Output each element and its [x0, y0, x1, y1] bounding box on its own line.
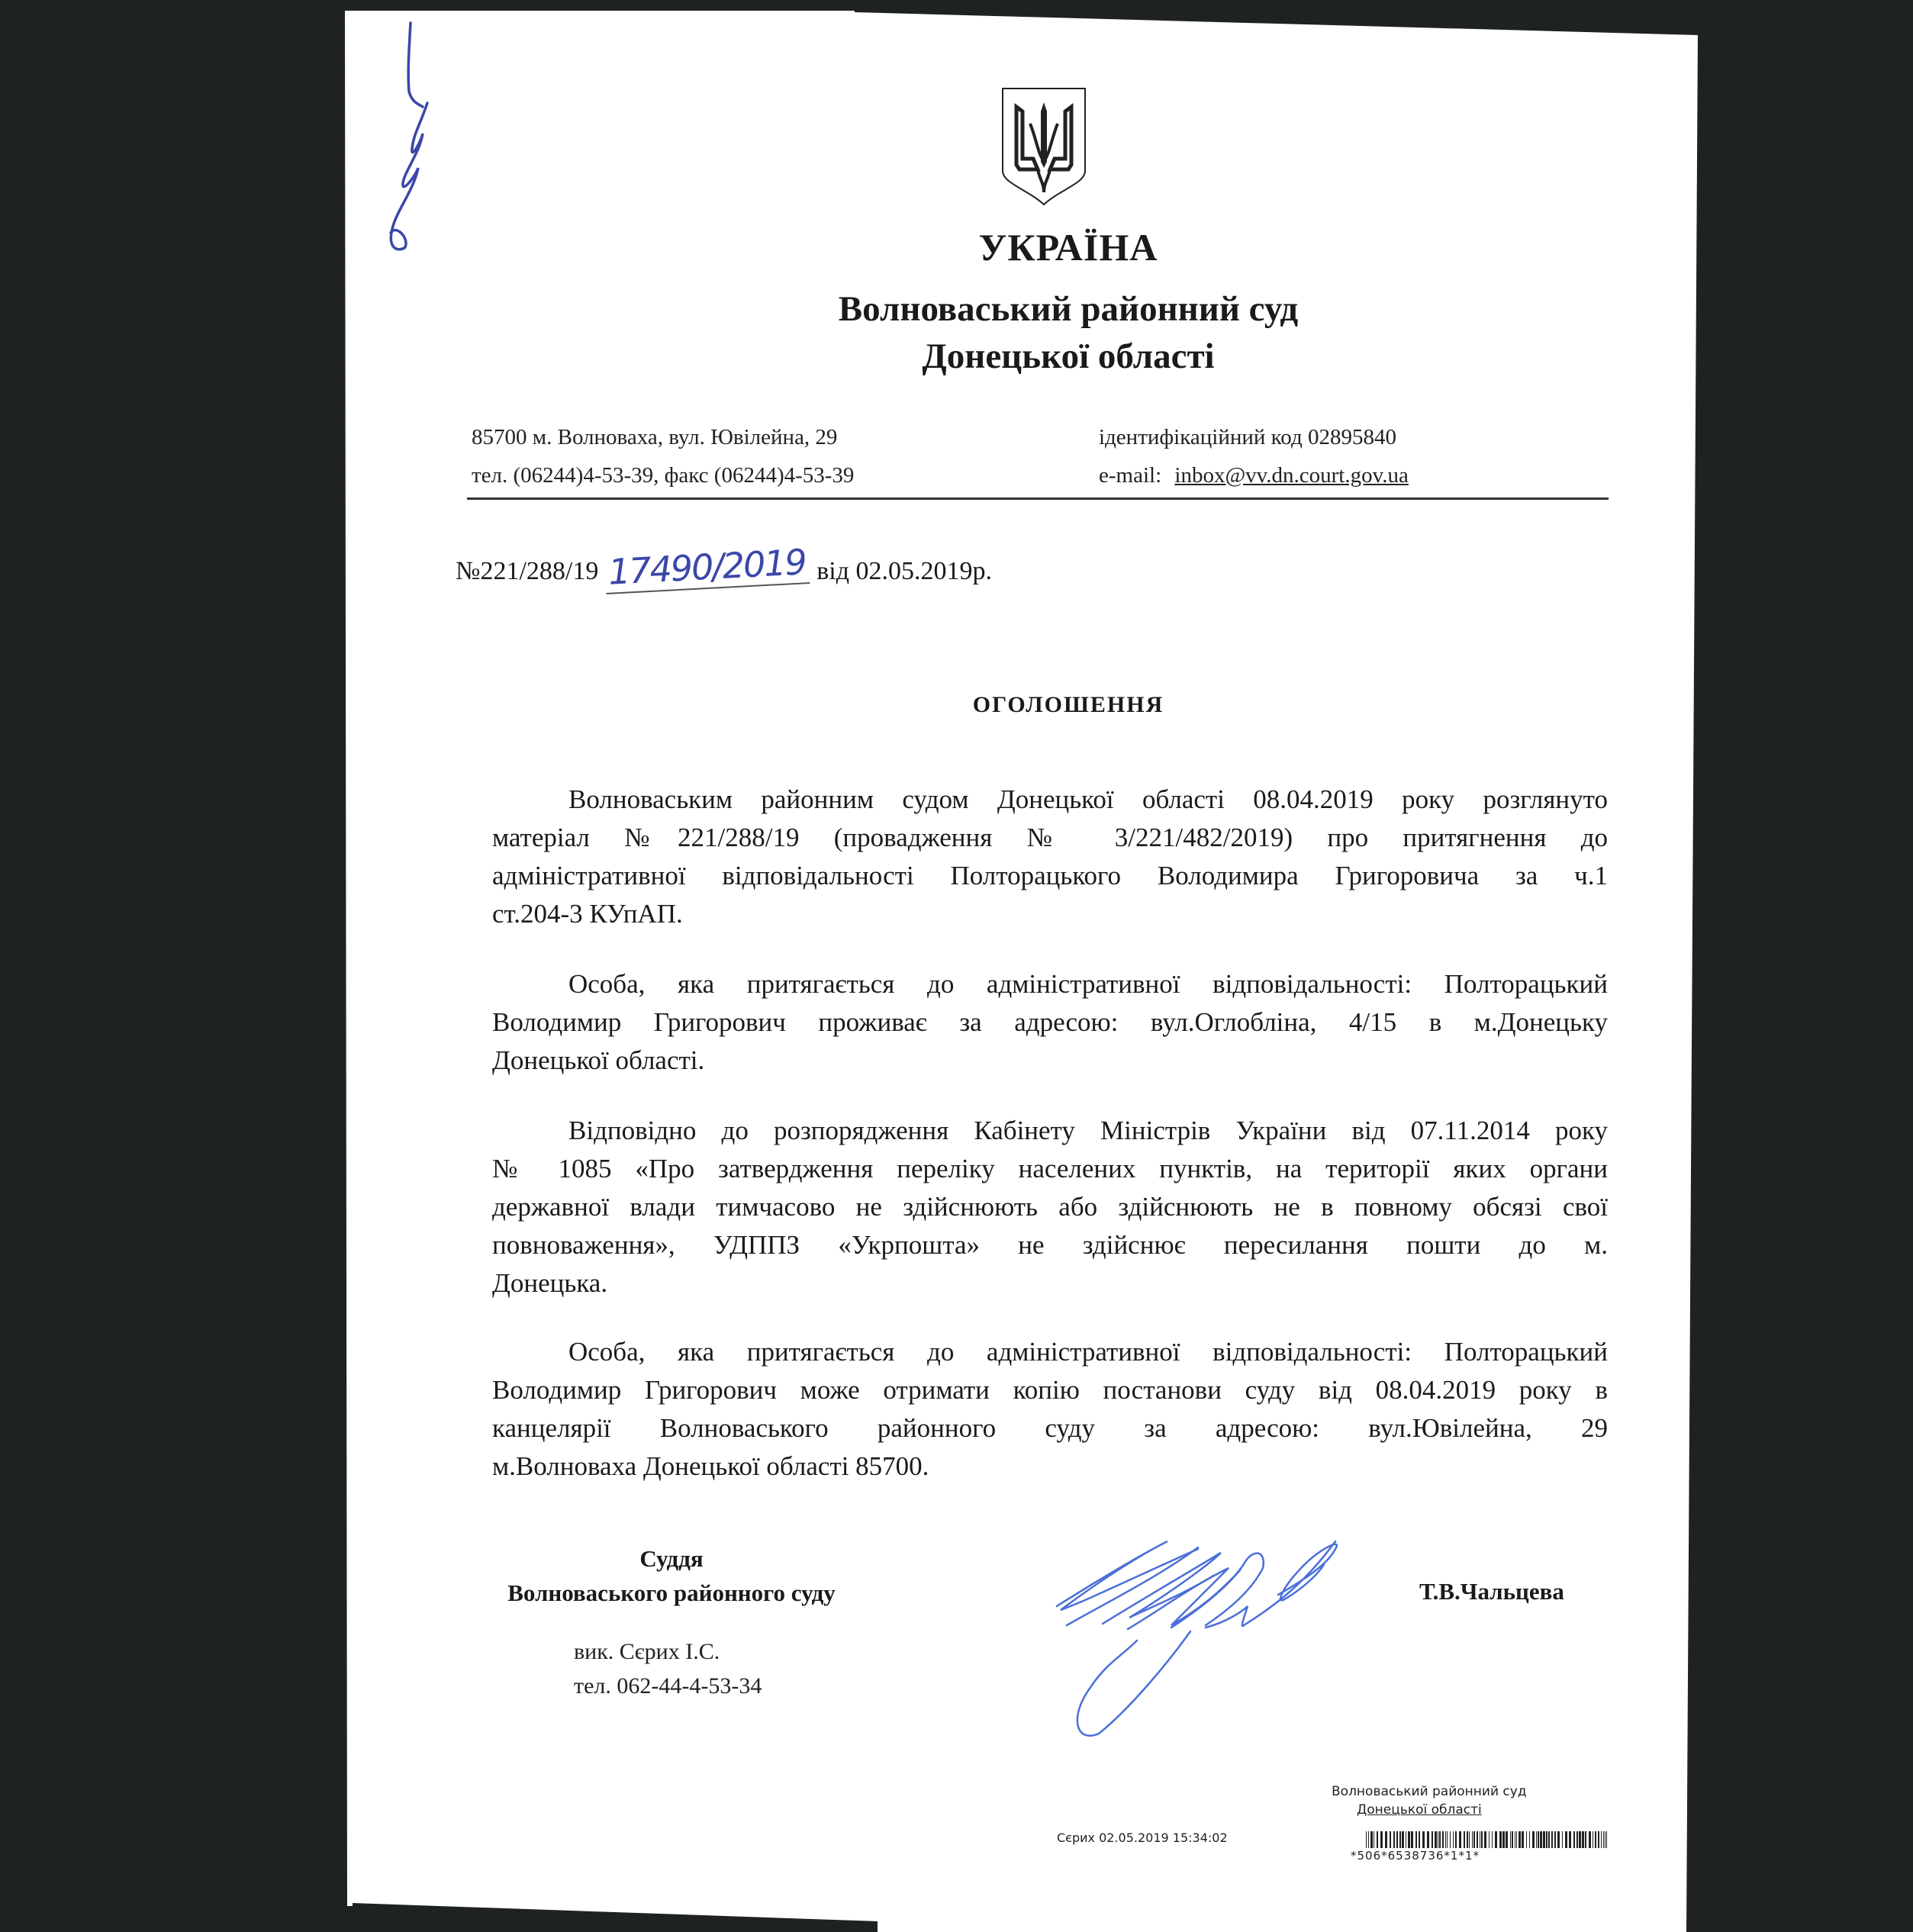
paragraph-line: № 1085 «Про затвердження переліку населених пунктів, на території яких органи: [492, 1154, 1608, 1183]
paragraph-line: канцелярії Волноваського районного суду за адресою: вул.Ювілейна, 29: [492, 1413, 1608, 1443]
barcode-bar: [1464, 1831, 1465, 1848]
barcode-bar: [1380, 1831, 1383, 1848]
barcode-bar: [1447, 1831, 1448, 1848]
paragraph-line: Володимир Григорович може отримати копію постанови суду від 08.04.2019 року в: [492, 1375, 1608, 1405]
barcode-bar: [1402, 1831, 1404, 1848]
barcode-bar: [1506, 1831, 1508, 1848]
barcode-bar: [1419, 1831, 1420, 1848]
barcode-bar: [1499, 1831, 1502, 1848]
barcode-bar: [1455, 1831, 1457, 1848]
barcode-bar: [1467, 1831, 1468, 1848]
paragraph-3: [492, 1112, 1608, 1302]
barcode-bar: [1427, 1831, 1429, 1848]
barcode-bar: [1585, 1831, 1586, 1848]
barcode-bar: [1473, 1831, 1475, 1848]
barcode-bar: [1522, 1831, 1524, 1848]
margin-handwritten-mark: [374, 19, 435, 294]
coat-of-arms-icon: [1000, 85, 1088, 208]
barcode-bar: [1377, 1831, 1378, 1848]
barcode-bar: [1366, 1831, 1367, 1848]
court-name-line1: Волноваський районний суд: [838, 289, 1299, 329]
barcode-bar: [1606, 1831, 1607, 1848]
barcode-bar: [1399, 1831, 1401, 1848]
barcode-bar: [1453, 1831, 1454, 1848]
paragraph-line: ст.204-3 КУпАП.: [492, 899, 683, 929]
paragraph-4: [492, 1333, 1608, 1486]
barcode-bar: [1477, 1831, 1478, 1848]
registry-stamp-line1: Волноваський районний суд: [1332, 1784, 1527, 1799]
barcode-bar: [1368, 1831, 1369, 1848]
barcode-bar: [1512, 1831, 1513, 1848]
judge-position-line2: Волноваського районного суду: [507, 1579, 836, 1606]
barcode-bar: [1516, 1831, 1517, 1848]
barcode-bar: [1582, 1831, 1584, 1848]
barcode-bar: [1435, 1831, 1437, 1848]
barcode-bar: [1598, 1831, 1599, 1848]
barcode-bar: [1445, 1831, 1446, 1848]
barcode-bar: [1569, 1831, 1571, 1848]
handwritten-registration-number: 17490/2019: [604, 541, 810, 594]
barcode-bar: [1551, 1831, 1553, 1848]
paragraph-line: Володимир Григорович проживає за адресою: вул.Оглобліна, 4/15 в м.Донецьку: [492, 1007, 1608, 1037]
registry-barcode: [1366, 1831, 1609, 1848]
paragraph-line: Особа, яка притягається до адміністративної відповідальності: Полторацький: [568, 969, 1608, 999]
barcode-bar: [1481, 1831, 1483, 1848]
executor-phone: тел. 062-44-4-53-34: [574, 1673, 762, 1699]
barcode-bar: [1576, 1831, 1578, 1848]
barcode-bar: [1411, 1831, 1413, 1848]
court-name-line2: Донецької області: [922, 336, 1215, 376]
barcode-bar: [1543, 1831, 1545, 1848]
barcode-bar: [1484, 1831, 1486, 1848]
paragraph-line: Відповідно до розпорядження Кабінету Міністрів України від 07.11.2014 року: [568, 1116, 1608, 1145]
paragraph-line: Волноваським районним судом Донецької області 08.04.2019 року розглянуто: [568, 784, 1608, 814]
barcode-bar: [1565, 1831, 1567, 1848]
barcode-bar: [1370, 1831, 1373, 1848]
registry-barcode-text: *506*6538736*1*1*: [1351, 1849, 1480, 1863]
barcode-bar: [1510, 1831, 1511, 1848]
barcode-bar: [1579, 1831, 1581, 1848]
barcode-bar: [1408, 1831, 1410, 1848]
barcode-bar: [1459, 1831, 1461, 1848]
barcode-bar: [1573, 1831, 1575, 1848]
header-divider: [467, 497, 1609, 500]
reference-date: від 02.05.2019р.: [816, 557, 993, 585]
reference-number: №221/288/19: [456, 557, 599, 585]
barcode-bar: [1439, 1831, 1441, 1848]
registry-stamp-time: Сєрих 02.05.2019 15:34:02: [1057, 1831, 1228, 1845]
barcode-bar: [1385, 1831, 1387, 1848]
barcode-bar: [1548, 1831, 1550, 1848]
reference-line: [456, 541, 993, 593]
barcode-bar: [1603, 1831, 1604, 1848]
barcode-bar: [1526, 1831, 1527, 1848]
court-id-code: ідентифікаційний код 02895840: [1099, 425, 1396, 449]
paragraph-2: [492, 965, 1608, 1080]
paragraph-line: матеріал №221/288/19 (провадження № 3/221/482/2019) про притягнення до: [492, 823, 1608, 852]
judge-position-line1: Суддя: [639, 1545, 704, 1572]
barcode-bar: [1492, 1831, 1493, 1848]
barcode-bar: [1601, 1831, 1602, 1848]
barcode-bar: [1557, 1831, 1560, 1848]
court-phone-fax: тел. (06244)4-53-39, факс (06244)4-53-39: [472, 463, 855, 488]
barcode-bar: [1495, 1831, 1497, 1848]
email-link[interactable]: inbox@vv.dn.court.gov.ua: [1174, 463, 1409, 488]
paragraph-line: повноваження», УДППЗ «Укрпошта» не здійснює пересилання пошти до м.: [492, 1230, 1608, 1260]
executor-name: вик. Сєрих І.С.: [574, 1639, 720, 1664]
barcode-bar: [1538, 1831, 1539, 1848]
barcode-bar: [1502, 1831, 1505, 1848]
judge-signature: [1015, 1534, 1366, 1740]
barcode-bar: [1393, 1831, 1395, 1848]
barcode-bar: [1546, 1831, 1547, 1848]
barcode-bar: [1595, 1831, 1596, 1848]
barcode-bar: [1396, 1831, 1398, 1848]
barcode-bar: [1518, 1831, 1521, 1848]
court-email-row: [1099, 463, 1409, 488]
barcode-bar: [1536, 1831, 1537, 1848]
barcode-bar: [1450, 1831, 1451, 1848]
paragraph-line: адміністративної відповідальності Полторацького Володимира Григоровича за ч.1: [492, 861, 1608, 890]
barcode-bar: [1415, 1831, 1417, 1848]
paragraph-line: державної влади тимчасово не здійснюють або здійснюють не в повному обсязі свої: [492, 1192, 1608, 1222]
barcode-bar: [1589, 1831, 1591, 1848]
barcode-bar: [1554, 1831, 1556, 1848]
country-name: УКРАЇНА: [978, 226, 1158, 269]
barcode-bar: [1390, 1831, 1391, 1848]
judge-name: Т.В.Чальцева: [1419, 1578, 1564, 1605]
barcode-bar: [1529, 1831, 1530, 1848]
paragraph-line: Донецька.: [492, 1268, 608, 1298]
paragraph-1: [492, 781, 1608, 933]
barcode-bar: [1472, 1831, 1473, 1848]
barcode-bar: [1432, 1831, 1433, 1848]
email-label: e-mail:: [1099, 463, 1162, 488]
announcement-title: ОГОЛОШЕННЯ: [972, 692, 1164, 717]
paragraph-line: Особа, яка притягається до адміністративної відповідальності: Полторацький: [568, 1337, 1608, 1367]
paragraph-line: Донецької області.: [492, 1045, 705, 1075]
barcode-bar: [1562, 1831, 1563, 1848]
court-address: 85700 м. Волноваха, вул. Ювілейна, 29: [472, 425, 838, 449]
barcode-bar: [1540, 1831, 1542, 1848]
barcode-bar: [1422, 1831, 1425, 1848]
barcode-bar: [1442, 1831, 1444, 1848]
barcode-bar: [1469, 1831, 1470, 1848]
barcode-bar: [1532, 1831, 1535, 1848]
registry-stamp-line2: Донецької області: [1357, 1802, 1482, 1818]
paragraph-line: м.Волноваха Донецької області 85700.: [492, 1451, 929, 1481]
